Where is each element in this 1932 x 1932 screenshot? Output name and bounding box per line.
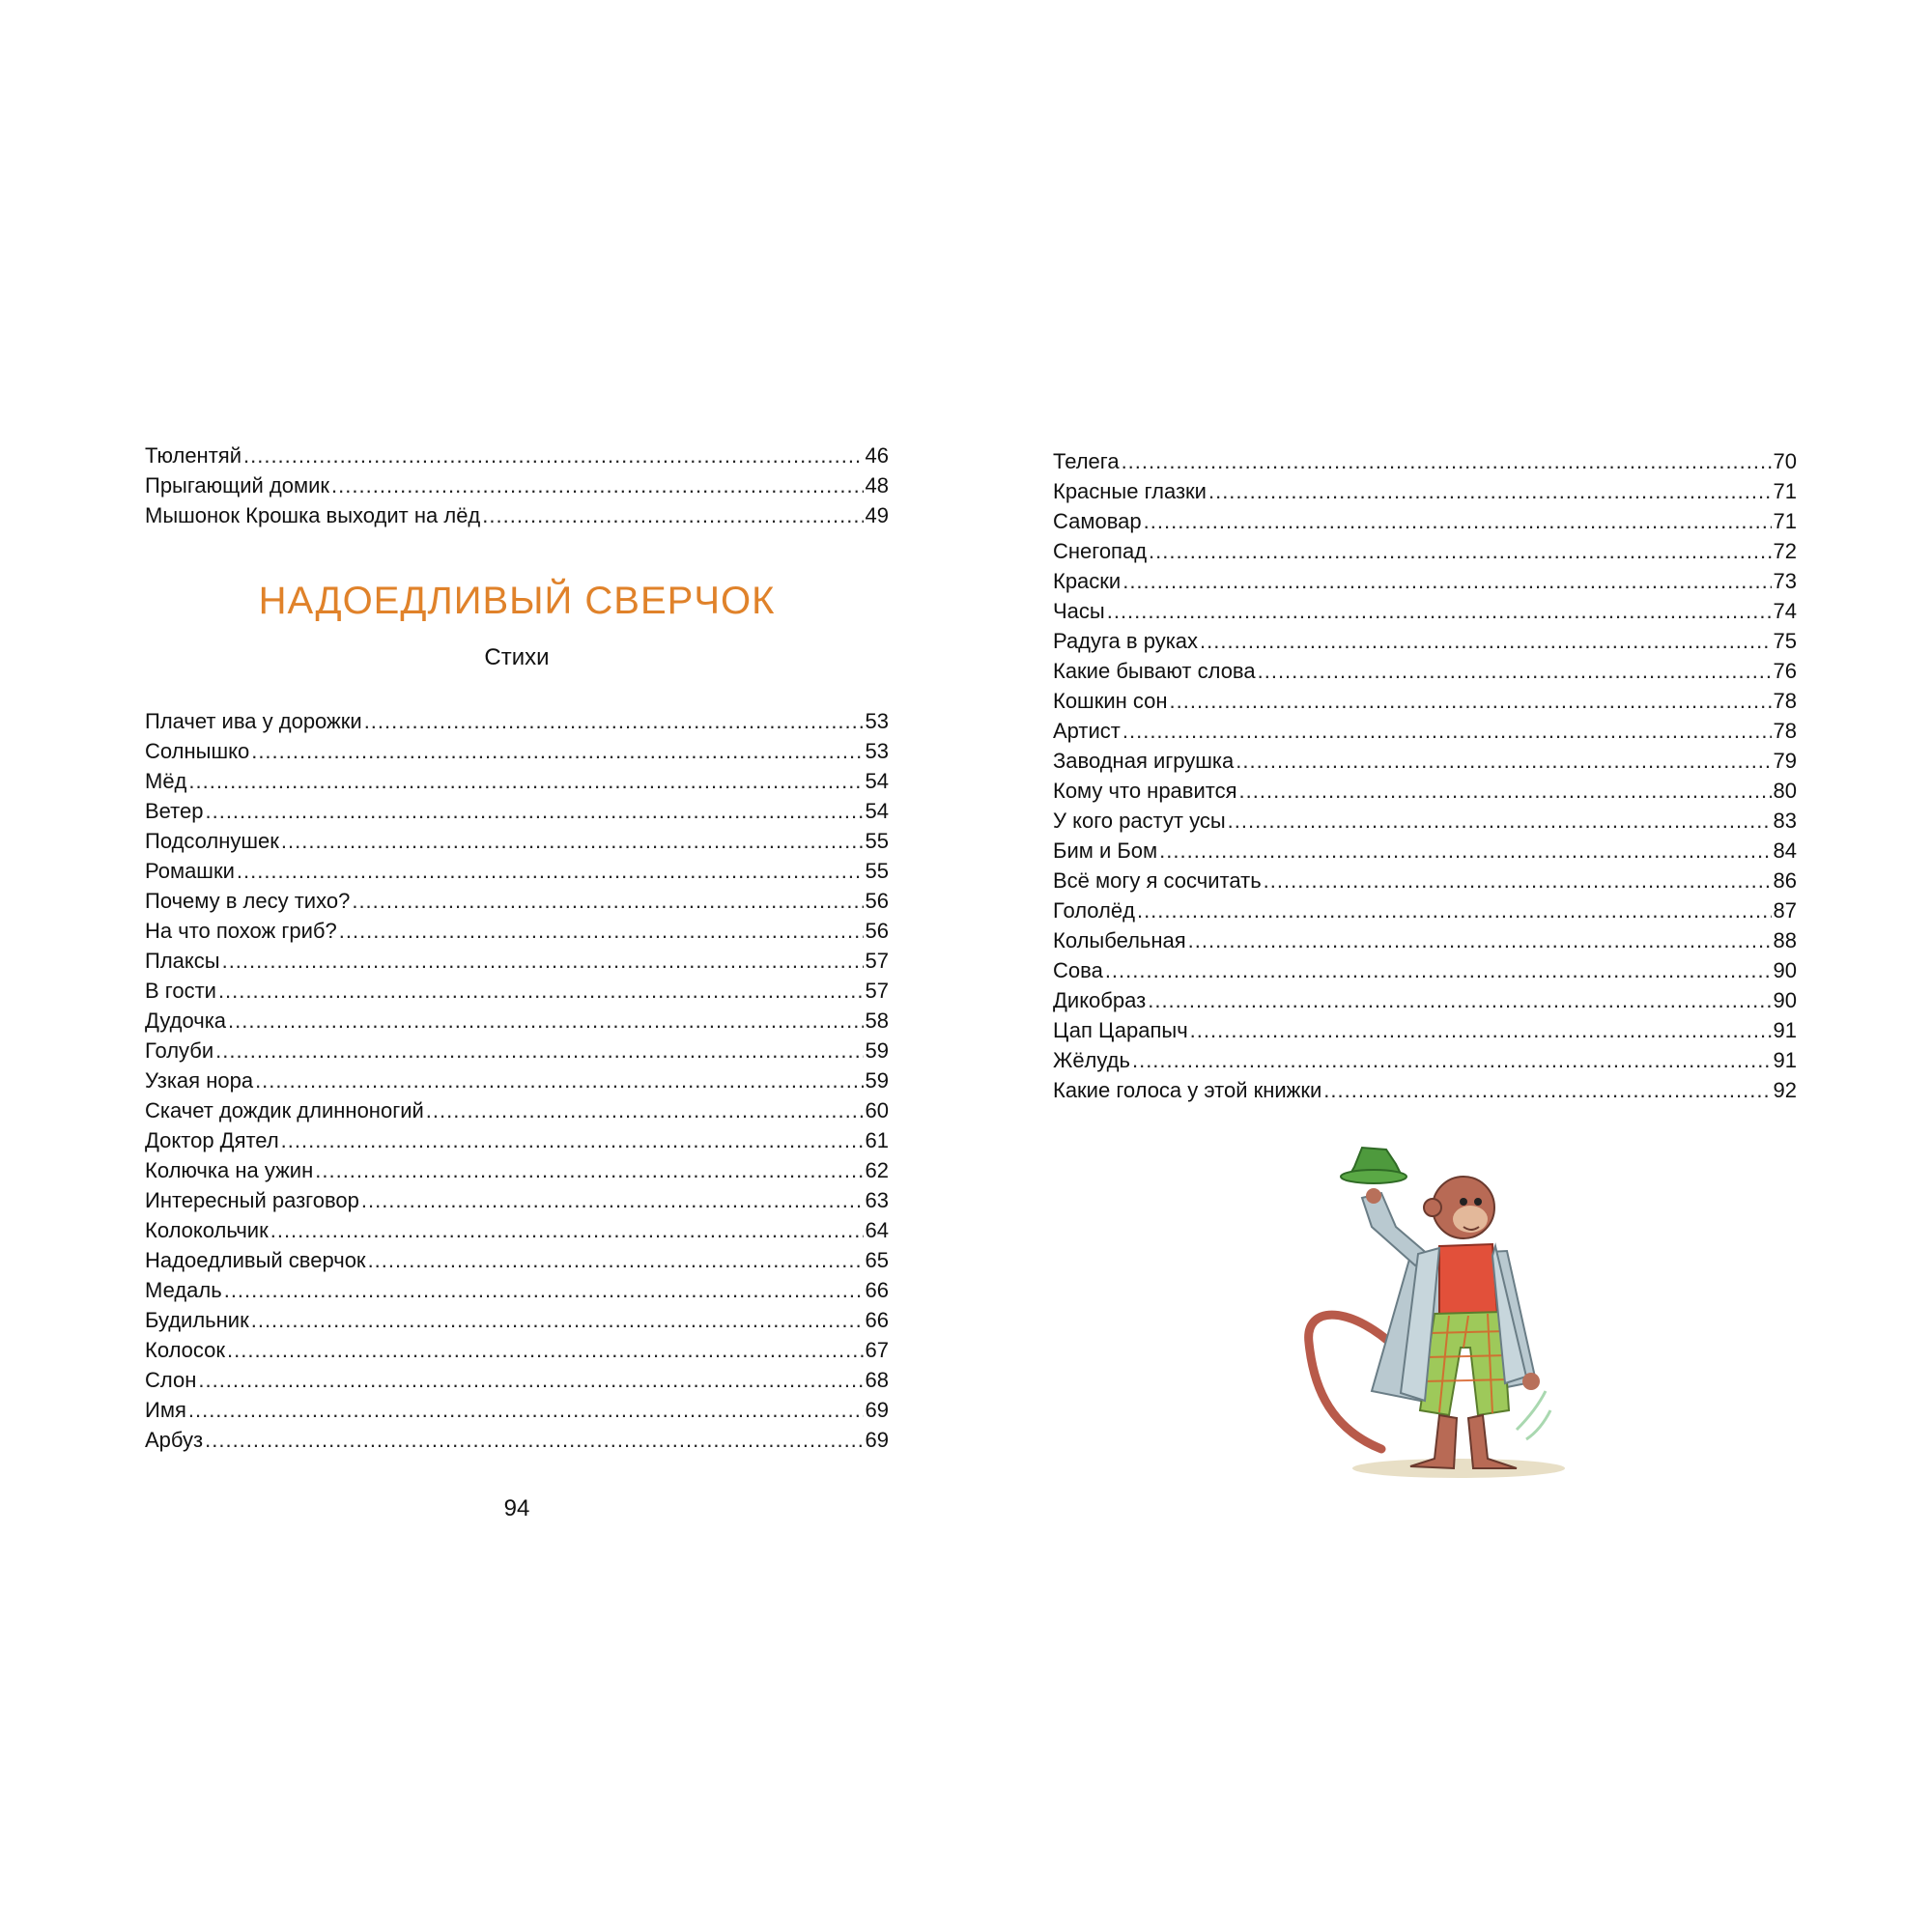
toc-entry-title: Снегопад: [1053, 539, 1148, 563]
toc-leader-dots: [205, 796, 863, 826]
toc-entry: [145, 1185, 889, 1215]
toc-entry-title: Будильник: [145, 1308, 249, 1332]
toc-entry-title: Плаксы: [145, 949, 220, 973]
toc-entry: [145, 1006, 889, 1036]
toc-leader-dots: [255, 1065, 863, 1095]
toc-entry: [1053, 985, 1797, 1015]
toc-entry: [1053, 446, 1797, 476]
toc-entry: [145, 826, 889, 856]
toc-entry-title: Всё могу я сосчитать: [1053, 868, 1262, 893]
toc-entry-title: Телега: [1053, 449, 1120, 473]
toc-leader-dots: [1258, 656, 1772, 686]
toc-leader-dots: [281, 1125, 864, 1155]
toc-entry-title: Радуга в руках: [1053, 629, 1199, 653]
toc-entry-page: 61: [865, 1128, 889, 1152]
toc-entry: [145, 976, 889, 1006]
toc-leader-dots: [1105, 955, 1772, 985]
toc-leader-dots: [1148, 985, 1771, 1015]
toc-entry-title: Дикобраз: [1053, 988, 1147, 1012]
toc-entry: [1053, 1015, 1797, 1045]
toc-entry-title: Имя: [145, 1398, 186, 1422]
toc-entry: [145, 736, 889, 766]
toc-entry-page: 58: [865, 1009, 889, 1033]
toc-entry-page: 66: [865, 1308, 889, 1332]
toc-entry-title: Плачет ива у дорожки: [145, 709, 362, 733]
toc-entry: [145, 1095, 889, 1125]
toc-entry: [1053, 476, 1797, 506]
toc-leader-dots: [1170, 686, 1772, 716]
toc-entry: [1053, 806, 1797, 836]
toc-entry-title: Часы: [1053, 599, 1105, 623]
toc-leader-dots: [228, 1006, 863, 1036]
toc-entry: [145, 1335, 889, 1365]
left-page: [145, 440, 889, 1455]
toc-entry-page: 78: [1773, 719, 1797, 743]
toc-entry-title: Самовар: [1053, 509, 1142, 533]
section-subtitle: Стихи: [484, 644, 550, 670]
toc-leader-dots: [1228, 806, 1772, 836]
toc-leader-dots: [224, 1275, 864, 1305]
toc-entry-title: Какие голоса у этой книжки: [1053, 1078, 1322, 1102]
toc-entry-page: 46: [865, 443, 889, 468]
toc-entry-title: Почему в лесу тихо?: [145, 889, 351, 913]
toc-entry: [1053, 596, 1797, 626]
toc-leader-dots: [1149, 536, 1771, 566]
toc-entry: [1053, 716, 1797, 746]
toc-entry-title: Мёд: [145, 769, 187, 793]
toc-entry-page: 78: [1773, 689, 1797, 713]
toc-entry: [1053, 566, 1797, 596]
toc-entry-title: Подсолнушек: [145, 829, 279, 853]
toc-leader-dots: [243, 440, 864, 470]
toc-entry-page: 62: [865, 1158, 889, 1182]
toc-leader-dots: [482, 500, 863, 530]
toc-entry: [145, 1365, 889, 1395]
toc-entry-page: 49: [865, 503, 889, 527]
toc-leader-dots: [1200, 626, 1771, 656]
toc-entry: [1053, 1075, 1797, 1105]
toc-entry: [145, 886, 889, 916]
toc-entry-title: Какие бывают слова: [1053, 659, 1256, 683]
toc-entry-title: Мышонок Крошка выходит на лёд: [145, 503, 481, 527]
toc-list-stories: [145, 440, 889, 530]
toc-entry-title: Медаль: [145, 1278, 222, 1302]
toc-entry: [145, 470, 889, 500]
toc-leader-dots: [361, 1185, 864, 1215]
toc-entry: [145, 1245, 889, 1275]
toc-entry-title: Колючка на ужин: [145, 1158, 314, 1182]
toc-entry: [1053, 776, 1797, 806]
toc-leader-dots: [364, 706, 864, 736]
toc-entry-page: 73: [1773, 569, 1797, 593]
toc-entry-title: Бим и Бом: [1053, 838, 1158, 863]
toc-entry-page: 55: [865, 829, 889, 853]
toc-entry: [145, 1215, 889, 1245]
toc-entry-page: 74: [1773, 599, 1797, 623]
toc-entry-page: 53: [865, 739, 889, 763]
toc-leader-dots: [1122, 716, 1772, 746]
toc-entry-title: Кому что нравится: [1053, 779, 1237, 803]
toc-entry-page: 90: [1773, 958, 1797, 982]
toc-entry-title: Узкая нора: [145, 1068, 254, 1093]
toc-entry-title: Тюлентяй: [145, 443, 242, 468]
toc-entry-page: 66: [865, 1278, 889, 1302]
toc-entry-page: 57: [865, 949, 889, 973]
toc-entry: [1053, 1045, 1797, 1075]
toc-entry: [145, 856, 889, 886]
toc-leader-dots: [352, 886, 863, 916]
toc-leader-dots: [1190, 1015, 1772, 1045]
toc-leader-dots: [198, 1365, 863, 1395]
toc-entry-page: 90: [1773, 988, 1797, 1012]
toc-leader-dots: [1188, 925, 1772, 955]
toc-entry: [145, 1155, 889, 1185]
toc-entry-title: Красные глазки: [1053, 479, 1207, 503]
toc-entry-title: Сова: [1053, 958, 1103, 982]
toc-entry: [145, 440, 889, 470]
toc-entry-page: 56: [865, 889, 889, 913]
toc-entry-title: В гости: [145, 979, 216, 1003]
toc-entry-title: Прыгающий домик: [145, 473, 330, 497]
toc-entry-page: 68: [865, 1368, 889, 1392]
toc-entry: [1053, 836, 1797, 866]
toc-entry-title: Надоедливый сверчок: [145, 1248, 366, 1272]
toc-leader-dots: [1122, 446, 1772, 476]
toc-entry-page: 55: [865, 859, 889, 883]
toc-entry-title: Заводная игрушка: [1053, 749, 1235, 773]
toc-leader-dots: [1264, 866, 1772, 895]
toc-entry-page: 69: [865, 1398, 889, 1422]
toc-entry-title: Интересный разговор: [145, 1188, 359, 1212]
toc-entry-page: 75: [1773, 629, 1797, 653]
toc-entry-page: 79: [1773, 749, 1797, 773]
toc-leader-dots: [237, 856, 864, 886]
toc-leader-dots: [1144, 506, 1772, 536]
toc-entry-page: 86: [1773, 868, 1797, 893]
toc-entry-page: 69: [865, 1428, 889, 1452]
right-page: [1053, 446, 1797, 1105]
toc-entry-title: Голуби: [145, 1038, 214, 1063]
toc-leader-dots: [1159, 836, 1771, 866]
toc-entry: [145, 1065, 889, 1095]
toc-entry-page: 59: [865, 1038, 889, 1063]
toc-leader-dots: [1239, 776, 1772, 806]
toc-entry: [145, 706, 889, 736]
toc-entry-page: 92: [1773, 1078, 1797, 1102]
toc-entry: [145, 1305, 889, 1335]
toc-entry: [1053, 866, 1797, 895]
toc-entry: [1053, 925, 1797, 955]
toc-entry-page: 71: [1773, 509, 1797, 533]
toc-entry-page: 64: [865, 1218, 889, 1242]
toc-leader-dots: [368, 1245, 864, 1275]
toc-leader-dots: [251, 1305, 864, 1335]
toc-entry: [1053, 656, 1797, 686]
toc-entry-page: 65: [865, 1248, 889, 1272]
toc-entry-title: Артист: [1053, 719, 1121, 743]
toc-entry-title: Арбуз: [145, 1428, 204, 1452]
toc-entry: [145, 916, 889, 946]
toc-leader-dots: [1137, 895, 1772, 925]
toc-entry-page: 91: [1773, 1018, 1797, 1042]
toc-entry: [145, 1125, 889, 1155]
section-title: НАДОЕДЛИВЫЙ СВЕРЧОК: [258, 580, 776, 622]
toc-entry-page: 54: [865, 769, 889, 793]
toc-leader-dots: [1208, 476, 1772, 506]
toc-leader-dots: [222, 946, 864, 976]
monkey-with-hat-illustration: [1294, 1140, 1584, 1488]
toc-entry: [145, 500, 889, 530]
toc-entry-page: 53: [865, 709, 889, 733]
toc-entry: [1053, 895, 1797, 925]
toc-entry-page: 76: [1773, 659, 1797, 683]
toc-leader-dots: [215, 1036, 863, 1065]
toc-entry-page: 48: [865, 473, 889, 497]
toc-entry: [145, 946, 889, 976]
toc-entry: [145, 1425, 889, 1455]
toc-leader-dots: [1107, 596, 1772, 626]
toc-leader-dots: [188, 766, 863, 796]
toc-leader-dots: [1122, 566, 1771, 596]
toc-entry-page: 63: [865, 1188, 889, 1212]
toc-entry-page: 70: [1773, 449, 1797, 473]
toc-entry-title: На что похож гриб?: [145, 919, 337, 943]
toc-entry-page: 80: [1773, 779, 1797, 803]
toc-entry-page: 67: [865, 1338, 889, 1362]
toc-entry-page: 54: [865, 799, 889, 823]
toc-entry-page: 84: [1773, 838, 1797, 863]
toc-entry-title: Краски: [1053, 569, 1122, 593]
toc-leader-dots: [188, 1395, 864, 1425]
toc-entry-title: Гололёд: [1053, 898, 1135, 923]
toc-entry: [1053, 626, 1797, 656]
toc-entry-page: 60: [865, 1098, 889, 1122]
toc-entry-title: Слон: [145, 1368, 197, 1392]
toc-entry-page: 59: [865, 1068, 889, 1093]
toc-leader-dots: [1323, 1075, 1771, 1105]
toc-entry-page: 56: [865, 919, 889, 943]
toc-entry-title: Жёлудь: [1053, 1048, 1130, 1072]
toc-leader-dots: [251, 736, 863, 766]
toc-leader-dots: [270, 1215, 864, 1245]
toc-entry-title: Колыбельная: [1053, 928, 1186, 952]
toc-entry-title: Солнышко: [145, 739, 250, 763]
toc-entry-page: 71: [1773, 479, 1797, 503]
toc-leader-dots: [339, 916, 864, 946]
toc-entry-page: 72: [1773, 539, 1797, 563]
toc-entry-page: 83: [1773, 809, 1797, 833]
toc-entry: [145, 1275, 889, 1305]
toc-leader-dots: [315, 1155, 863, 1185]
toc-entry-title: Дудочка: [145, 1009, 227, 1033]
toc-entry-title: Колокольчик: [145, 1218, 269, 1242]
page-number: 94: [503, 1495, 530, 1521]
toc-entry: [145, 1395, 889, 1425]
toc-entry-title: Скачет дождик длинноногий: [145, 1098, 424, 1122]
toc-entry: [145, 766, 889, 796]
toc-leader-dots: [1132, 1045, 1772, 1075]
toc-entry-title: У кого растут усы: [1053, 809, 1226, 833]
toc-entry-title: Цап Царапыч: [1053, 1018, 1188, 1042]
toc-entry: [1053, 955, 1797, 985]
toc-leader-dots: [1236, 746, 1771, 776]
toc-entry-title: Колосок: [145, 1338, 225, 1362]
toc-entry: [1053, 746, 1797, 776]
toc-entry-page: 87: [1773, 898, 1797, 923]
toc-entry-title: Кошкин сон: [1053, 689, 1168, 713]
toc-entry-page: 57: [865, 979, 889, 1003]
toc-entry-title: Ромашки: [145, 859, 235, 883]
toc-entry: [1053, 686, 1797, 716]
toc-leader-dots: [218, 976, 864, 1006]
toc-entry: [1053, 536, 1797, 566]
toc-leader-dots: [281, 826, 864, 856]
toc-entry-title: Ветер: [145, 799, 204, 823]
toc-entry-page: 91: [1773, 1048, 1797, 1072]
toc-leader-dots: [331, 470, 863, 500]
toc-entry-title: Доктор Дятел: [145, 1128, 279, 1152]
toc-entry-page: 88: [1773, 928, 1797, 952]
toc-leader-dots: [205, 1425, 863, 1455]
toc-list-poems: [145, 706, 889, 1455]
toc-entry: [145, 1036, 889, 1065]
toc-leader-dots: [227, 1335, 864, 1365]
toc-leader-dots: [426, 1095, 864, 1125]
toc-entry: [1053, 506, 1797, 536]
toc-list-poems-continued: [1053, 446, 1797, 1105]
toc-entry: [145, 796, 889, 826]
